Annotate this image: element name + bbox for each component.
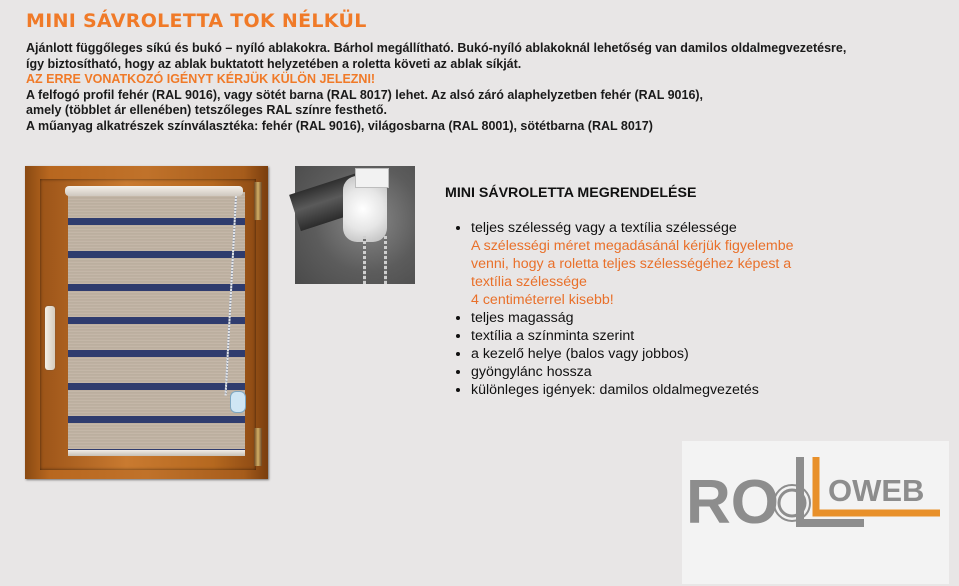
blind-fabric-band [68, 357, 245, 383]
order-item-text: különleges igények: damilos oldalmegvezetés [471, 382, 759, 398]
blind-top-rail [65, 186, 243, 196]
blind-sheer-band [68, 416, 245, 423]
order-title: MINI SÁVROLETTA MEGRENDELÉSE [445, 185, 697, 201]
intro-line: Ajánlott függőleges síkú és bukó – nyíló ablakokra. Bárhol megállítható. Bukó-nyíló ablakoknál lehetőség van damilos oldalmegvezetésre, [26, 41, 847, 55]
blind-fabric-band [68, 390, 245, 416]
page-title: MINI SÁVROLETTA TOK NÉLKÜL [26, 10, 367, 32]
blind-sheer-band [68, 218, 245, 225]
blind-fabric-band [68, 225, 245, 251]
order-item [471, 219, 911, 309]
order-note-line: 4 centiméterrel kisebb! [471, 292, 614, 308]
window-hinge [254, 182, 262, 220]
window-illustration [25, 166, 268, 479]
blind-fabric-band [68, 291, 245, 317]
order-note-line: textília szélessége [471, 274, 587, 290]
intro-detail: amely (többlet ár ellenében) tetszőleges RAL színre festhető. [26, 103, 387, 118]
mounting-clip [355, 168, 389, 188]
zebra-blind [68, 192, 245, 455]
blind-sheer-band [68, 317, 245, 324]
intro-line: így biztosítható, hogy az ablak buktatott helyzetében a roletta követi az ablak síkját. [26, 56, 522, 71]
blind-fabric-band [68, 423, 245, 449]
order-item-text: a kezelő helye (balos vagy jobbos) [471, 346, 689, 362]
intro-detail: A műanyag alkatrészek színválasztéka: fehér (RAL 9016), világosbarna (RAL 8001), sötétbarna (RAL 8017) [26, 118, 653, 133]
order-item-text: textília a színminta szerint [471, 328, 635, 344]
blind-sheer-band [68, 251, 245, 258]
order-item [471, 363, 911, 381]
intro-warning: AZ ERRE VONATKOZÓ IGÉNYT KÉRJÜK KÜLÖN JELEZNI! [26, 72, 376, 87]
order-item [471, 309, 911, 327]
order-item [471, 327, 911, 345]
blind-sheer-band [68, 383, 245, 390]
window-handle [45, 306, 55, 370]
chain-weight [230, 391, 246, 413]
blind-sheer-band [68, 284, 245, 291]
logo-text-right: OWEB [828, 473, 925, 508]
blind-fabric-band [68, 258, 245, 284]
logo-coil-icon [774, 485, 810, 521]
blind-bottom-rail [68, 450, 245, 456]
intro-detail: A felfogó profil fehér (RAL 9016), vagy sötét barna (RAL 8017) lehet. Az alsó záró alaphelyzetben fehér (RAL 9016), [26, 87, 704, 102]
blind-fabric-band [68, 324, 245, 350]
order-list [437, 219, 911, 399]
logo-text-left: RO [686, 468, 779, 537]
order-note-line: venni, hogy a roletta teljes szélességéhez képest a [471, 256, 792, 272]
window-hinge [254, 428, 262, 466]
blind-sheer-band [68, 350, 245, 357]
order-item [471, 381, 911, 399]
intro-text [26, 41, 946, 135]
rolloweb-logo [682, 441, 949, 584]
mechanism-photo [295, 166, 415, 284]
order-note-line: A szélességi méret megadásánál kérjük figyelembe [471, 238, 794, 254]
order-item-text: gyöngylánc hossza [471, 364, 592, 380]
order-item-text: teljes szélesség vagy a textília szélessége [471, 220, 737, 236]
bead-chain [363, 236, 387, 284]
order-item-text: teljes magasság [471, 310, 574, 326]
logo-graphic [682, 441, 949, 584]
order-item [471, 345, 911, 363]
